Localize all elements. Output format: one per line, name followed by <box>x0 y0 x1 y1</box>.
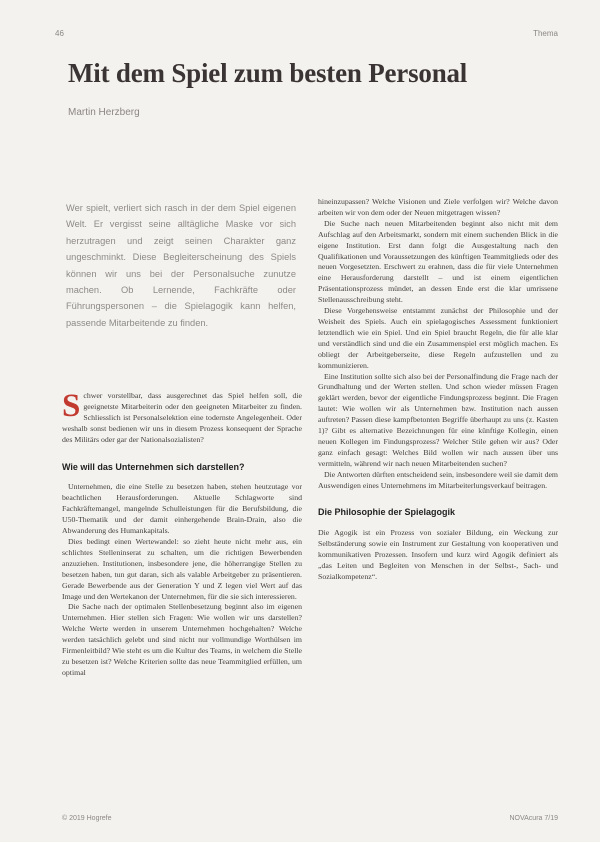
section-label: Thema <box>533 29 558 38</box>
body-paragraph: Die Suche nach neuen Mitarbeitenden beginnt also nicht mit dem Aufschlag auf den Arbeitsmarkt, sondern mit einem suchenden Blick in die eigene Institution. Erst dann folgt die Ausgestaltung nach den Qualifikationen und Voraussetzungen des künftigen Teammitglieds oder des neuen Vorgesetzten. Erschwert zu erahnen, dass die für viele Unternehmen eine Herausforderung darstellt – und ist einem eigentlichen Präsentationsprozess mündet, an dessen Ende erst die klar umrissene Stellenausschreibung steht. <box>318 218 558 305</box>
body-paragraph: hineinzupassen? Welche Visionen und Ziele verfolgen wir? Welche davon arbeiten wir von dem oder der Neuen mitgetragen wissen? <box>318 197 558 217</box>
intro-paragraph <box>62 388 302 446</box>
author-name: Martin Herzberg <box>68 107 140 118</box>
section-heading-2: Die Philosophie der Spielagogik <box>318 507 456 518</box>
footer-copyright: © 2019 Hogrefe <box>62 815 112 822</box>
left-column <box>62 388 302 679</box>
article-title: Mit dem Spiel zum besten Personal <box>68 58 468 88</box>
body-paragraph: Die Agogik ist ein Prozess von sozialer Bildung, ein Weckung zur Selbständerung sowie ein Instrument zur Gestaltung von kooperativen und kommunikativen Prozessen. Insofern und kurz wird Agogik definiert als „das Leiten und Begleiten von Menschen in der Selbst-, Sach- und Sozialkompetenz“. <box>318 528 558 581</box>
body-paragraph: Dies bedingt einen Wertewandel: so zieht heute nicht mehr aus, ein schlichtes Stelleninserat zu schalten, um die richtigen Bewerbenden anzuziehen. Institutionen, insbesondere jene, die höherrangige Stellen zu besetzen haben, tun gut daran, sich als valable Arbeitgeber zu präsentieren. Gerade Bewerbende aus der Generation Y und Z legen viel Wert auf das Image und den Wertekanon der Unternehmen, für die sie sich interessieren. <box>62 536 302 601</box>
intro-text: chwer vorstellbar, dass ausgerechnet das Spiel helfen soll, die geeignetste Mitarbeiterin oder den geeigneten Mitarbeiter zu finden. Schliesslich ist Personalselektion eine todernste Angelegenheit. Oder weshalb sonst bedienen wir uns in diesem Prozess konsequent der Sprache des Militärs oder gar der Nationalsozialisten? <box>62 391 302 444</box>
lead-paragraph: Wer spielt, verliert sich rasch in der dem Spiel eigenen Welt. Er vergisst seine alltägliche Maske vor sich herzutragen und zeigt seinen Charakter ganz ungeschminkt. Diese Begleiterscheinung des Spiels können wir uns bei der Personalsuche zunutze machen. Ob Lernende, Fachkräfte oder Führungspersonen – die Spielagogik kann helfen, passende Mitarbeitende zu finden. <box>66 203 296 328</box>
body-paragraph: Eine Institution sollte sich also bei der Personalfindung die Frage nach der Grundhaltung und der Werten stellen. Und schon wieder müssen Fragen geklärt werden, bevor der eigentliche Findungsprozess beginnt. Die Fragen lautet: Wie wollen wir als Unternehmen bzw. Institution nach aussen auftreten? Passen diese kampfbetonten Begriffe überhaupt zu uns (z. Kasten 1)? Gibt es alternative Bezeichnungen für eine künftige Kollegin, einen neuen Kollegen im Findungsprozess? Welcher Stile gehen wir aus? Oder ganz einfach gesagt: Welches Bild wollen wir nach aussen über uns vermitteln, während wir nach neuen Mitarbeitenden suchen? <box>318 371 558 468</box>
section-heading-1: Wie will das Unternehmen sich darstellen? <box>62 461 245 472</box>
body-paragraph: Unternehmen, die eine Stelle zu besetzen haben, stehen heutzutage vor beachtlichen Herausforderungen. Aktuelle Schlagworte sind Fachkräftemangel, mangelnde Schulleistungen für die Berufsbildung, die U50-Thematik und der damit einhergehende Brain-Drain, also die Abwanderung des Humankapitals. <box>62 482 302 536</box>
body-paragraph: Diese Vorgehensweise entstammt zunächst der Philosophie und der Weisheit des Spiels. Auch ein spielagogisches Assessment funktioniert letztendlich wie ein Spiel. Und ein Spiel braucht Regeln, die für alle klar und verständlich sind und die ein Zusammenspiel erst möglich machen. Es obliegt der Arbeitgeberseite, diese Regeln aufzustellen und zu kommunizieren. <box>318 306 558 370</box>
drop-cap: S <box>62 388 81 424</box>
footer-issue: NOVAcura 7/19 <box>509 815 558 822</box>
right-column <box>318 197 558 583</box>
page-number: 46 <box>55 29 64 38</box>
body-paragraph: Die Sache nach der optimalen Stellenbesetzung beginnt also im eigenen Unternehmen. Hier stellen sich Fragen: Wie wollen wir uns darstellen? Welche Werte werden in unserem Unternehmen hochgehalten? Welche werden tatsächlich gelebt und sind nicht nur vollmundige Worthülsen im Firmenleitbild? Wie steht es um die Kultur des Teams, in welchem die Stelle zu besetzen ist? Welche Kriterien sollte das neue Teammitglied erfüllen, um optimal <box>62 602 302 677</box>
body-paragraph: Die Antworten dürften entscheidend sein, insbesondere weil sie damit dem Auswendigen eines Unternehmens im Mitarbeiterlungsverkauf beitragen. <box>318 469 558 490</box>
